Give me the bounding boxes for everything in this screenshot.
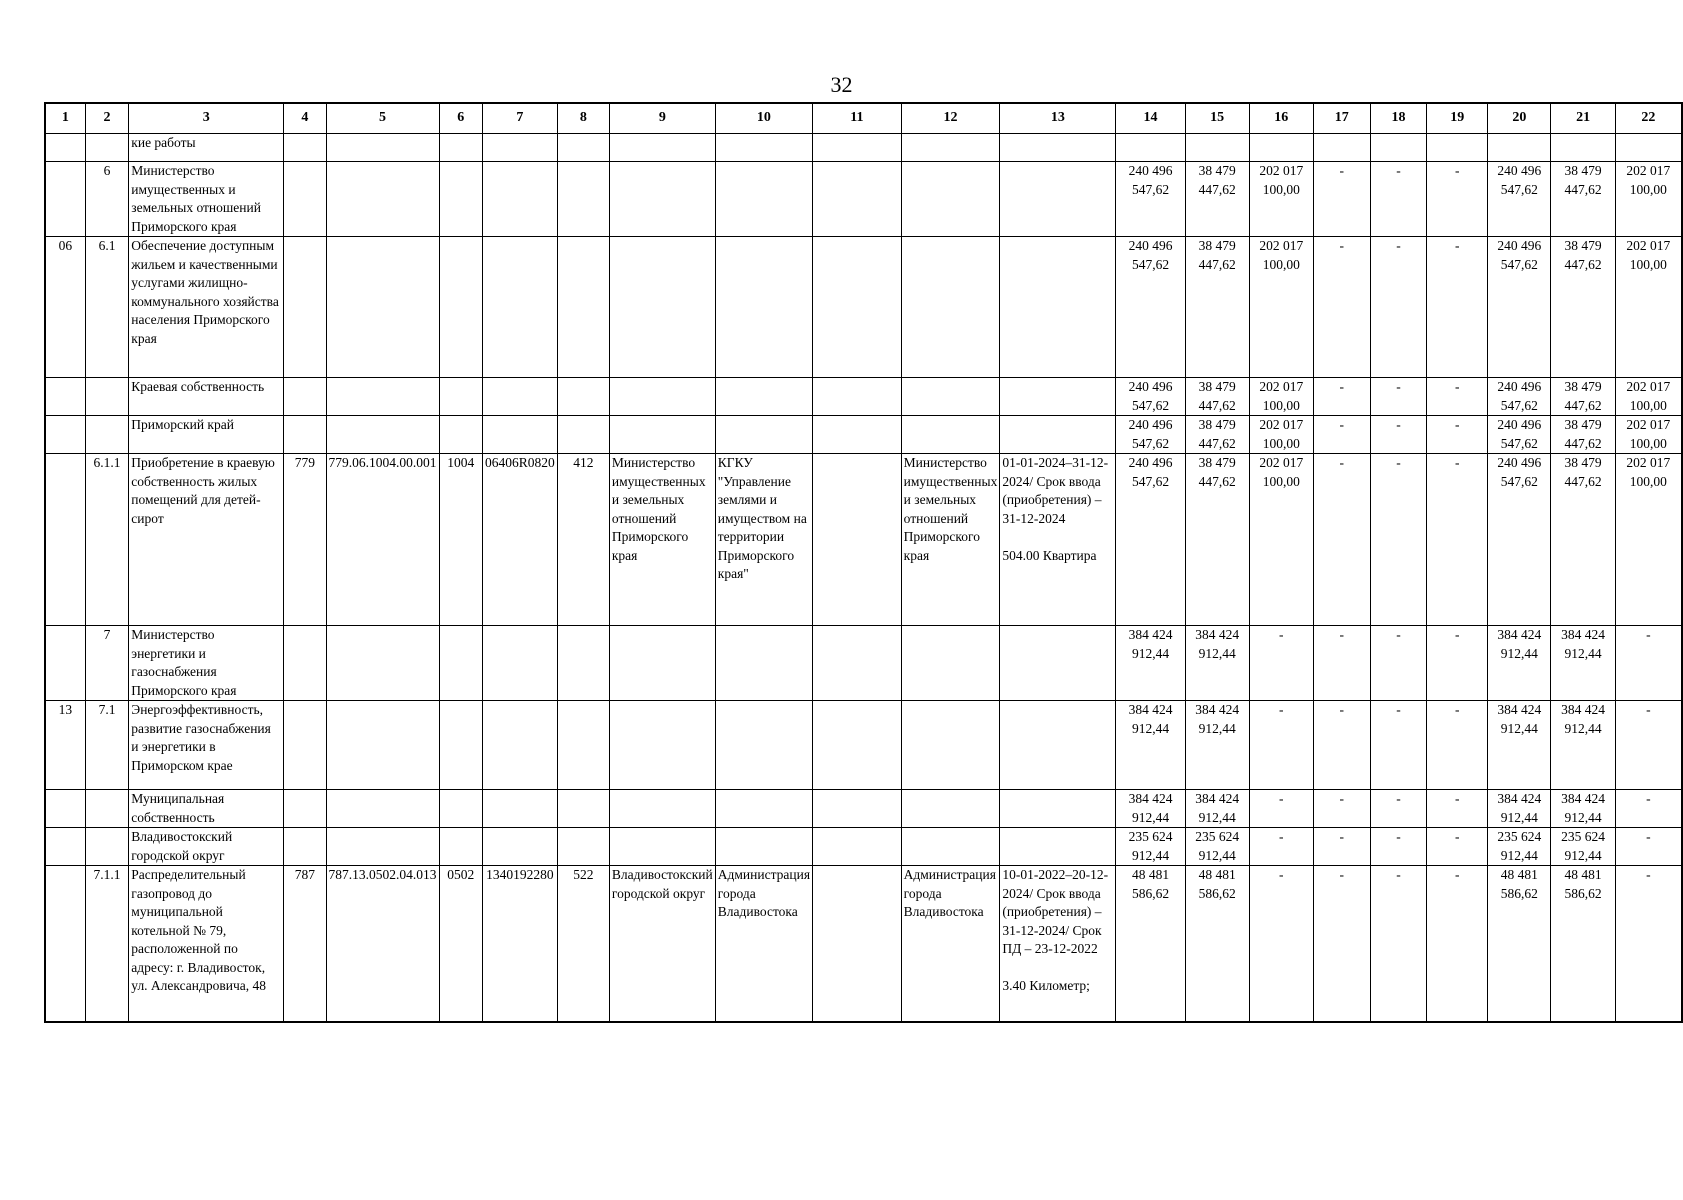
table-cell-col-3: Обеспечение доступным жильем и качественными услугами жилищно-коммунального хозяйства населения Приморского края [129, 237, 284, 378]
table-cell-col-1 [45, 866, 85, 1022]
table-cell-col-16: - [1249, 701, 1313, 790]
table-cell-col-20 [1488, 134, 1551, 162]
table-cell-col-20: 240 496 547,62 [1488, 237, 1551, 378]
column-header-20: 20 [1488, 103, 1551, 134]
table-cell-col-15: 38 479 447,62 [1185, 454, 1249, 626]
table-cell-col-13 [1000, 626, 1116, 701]
table-cell-col-2 [85, 134, 128, 162]
table-cell-col-8: 412 [557, 454, 609, 626]
table-row [45, 162, 1682, 237]
table-cell-col-12 [901, 790, 1000, 828]
table-cell-col-10: Администрация города Владивостока [715, 866, 812, 1022]
table-cell-col-8 [557, 626, 609, 701]
table-cell-col-22 [1615, 134, 1682, 162]
column-header-18: 18 [1370, 103, 1427, 134]
table-cell-col-8 [557, 162, 609, 237]
table-cell-col-2 [85, 378, 128, 416]
table-cell-col-14: 240 496 547,62 [1116, 416, 1185, 454]
table-cell-col-21: 48 481 586,62 [1551, 866, 1615, 1022]
table-cell-col-7 [483, 701, 558, 790]
table-cell-col-7 [483, 162, 558, 237]
table-cell-col-21 [1551, 134, 1615, 162]
table-cell-col-9 [609, 162, 715, 237]
table-cell-col-12 [901, 134, 1000, 162]
column-header-1: 1 [45, 103, 85, 134]
table-cell-col-13 [1000, 162, 1116, 237]
table-cell-col-15: 48 481 586,62 [1185, 866, 1249, 1022]
table-cell-col-19: - [1427, 701, 1488, 790]
table-cell-col-11 [813, 866, 902, 1022]
table-cell-col-6 [439, 237, 482, 378]
data-table [44, 102, 1683, 1023]
table-cell-col-21: 38 479 447,62 [1551, 454, 1615, 626]
table-cell-col-19: - [1427, 454, 1488, 626]
table-cell-col-17: - [1313, 162, 1370, 237]
table-cell-col-10 [715, 626, 812, 701]
table-cell-col-13: 10-01-2022–20-12-2024/ Срок ввода (приобретения) – 31-12-2024/ Срок ПД – 23-12-2022 3.40 Километр; [1000, 866, 1116, 1022]
table-cell-col-18: - [1370, 626, 1427, 701]
table-cell-col-13 [1000, 416, 1116, 454]
column-header-14: 14 [1116, 103, 1185, 134]
table-cell-col-16 [1249, 134, 1313, 162]
table-cell-col-1 [45, 828, 85, 866]
table-cell-col-14 [1116, 134, 1185, 162]
column-header-3: 3 [129, 103, 284, 134]
table-cell-col-20: 240 496 547,62 [1488, 162, 1551, 237]
table-cell-col-8 [557, 828, 609, 866]
table-cell-col-11 [813, 626, 902, 701]
table-cell-col-13 [1000, 378, 1116, 416]
table-row [45, 237, 1682, 378]
table-cell-col-20: 384 424 912,44 [1488, 626, 1551, 701]
table-cell-col-12 [901, 416, 1000, 454]
table-cell-col-4: 779 [284, 454, 326, 626]
table-cell-col-15: 384 424 912,44 [1185, 790, 1249, 828]
table-cell-col-21: 38 479 447,62 [1551, 237, 1615, 378]
table-cell-col-18 [1370, 134, 1427, 162]
table-cell-col-2: 7.1 [85, 701, 128, 790]
table-cell-col-5 [326, 162, 439, 237]
table-cell-col-2: 7 [85, 626, 128, 701]
column-header-13: 13 [1000, 103, 1116, 134]
table-cell-col-19: - [1427, 866, 1488, 1022]
table-cell-col-4 [284, 626, 326, 701]
table-cell-col-22: - [1615, 866, 1682, 1022]
column-header-8: 8 [557, 103, 609, 134]
table-cell-col-9 [609, 626, 715, 701]
table-cell-col-9: Министерство имущественных и земельных отношений Приморского края [609, 454, 715, 626]
table-cell-col-13 [1000, 828, 1116, 866]
table-cell-col-9 [609, 701, 715, 790]
table-cell-col-17: - [1313, 237, 1370, 378]
table-cell-col-10 [715, 416, 812, 454]
table-cell-col-1 [45, 790, 85, 828]
table-cell-col-8 [557, 790, 609, 828]
table-cell-col-2 [85, 790, 128, 828]
table-cell-col-4 [284, 828, 326, 866]
table-cell-col-14: 384 424 912,44 [1116, 790, 1185, 828]
table-cell-col-18: - [1370, 866, 1427, 1022]
table-cell-col-13 [1000, 134, 1116, 162]
table-cell-col-13 [1000, 790, 1116, 828]
table-cell-col-7: 1340192280 [483, 866, 558, 1022]
table-cell-col-7 [483, 378, 558, 416]
table-cell-col-18: - [1370, 162, 1427, 237]
table-cell-col-21: 38 479 447,62 [1551, 378, 1615, 416]
table-cell-col-10 [715, 162, 812, 237]
table-cell-col-16: - [1249, 626, 1313, 701]
table-cell-col-12 [901, 828, 1000, 866]
table-cell-col-8 [557, 237, 609, 378]
table-cell-col-3: Владивостокский городской округ [129, 828, 284, 866]
table-cell-col-3: Энергоэффективность, развитие газоснабжения и энергетики в Приморском крае [129, 701, 284, 790]
table-cell-col-5 [326, 134, 439, 162]
table-cell-col-3: Приобретение в краевую собственность жилых помещений для детей-сирот [129, 454, 284, 626]
table-cell-col-4: 787 [284, 866, 326, 1022]
table-cell-col-10 [715, 378, 812, 416]
table-cell-col-4 [284, 378, 326, 416]
table-cell-col-1 [45, 416, 85, 454]
table-cell-col-8 [557, 701, 609, 790]
table-cell-col-1 [45, 134, 85, 162]
table-cell-col-20: 235 624 912,44 [1488, 828, 1551, 866]
table-cell-col-6: 0502 [439, 866, 482, 1022]
table-cell-col-9 [609, 134, 715, 162]
table-cell-col-9: Владивостокский городской округ [609, 866, 715, 1022]
column-header-12: 12 [901, 103, 1000, 134]
table-cell-col-16: - [1249, 828, 1313, 866]
table-cell-col-6 [439, 701, 482, 790]
table-cell-col-18: - [1370, 378, 1427, 416]
table-cell-col-22: - [1615, 701, 1682, 790]
table-cell-col-10 [715, 134, 812, 162]
table-cell-col-5 [326, 416, 439, 454]
table-cell-col-17: - [1313, 454, 1370, 626]
table-cell-col-15: 38 479 447,62 [1185, 416, 1249, 454]
table-cell-col-12: Администрация города Владивостока [901, 866, 1000, 1022]
table-cell-col-21: 384 424 912,44 [1551, 790, 1615, 828]
table-cell-col-18: - [1370, 454, 1427, 626]
table-cell-col-20: 384 424 912,44 [1488, 790, 1551, 828]
table-row [45, 701, 1682, 790]
column-header-7: 7 [483, 103, 558, 134]
table-cell-col-13: 01-01-2024–31-12-2024/ Срок ввода (приобретения) – 31-12-2024 504.00 Квартира [1000, 454, 1116, 626]
table-cell-col-9 [609, 828, 715, 866]
table-cell-col-14: 48 481 586,62 [1116, 866, 1185, 1022]
table-cell-col-5 [326, 237, 439, 378]
table-cell-col-8 [557, 134, 609, 162]
column-header-15: 15 [1185, 103, 1249, 134]
table-cell-col-2: 7.1.1 [85, 866, 128, 1022]
table-cell-col-14: 235 624 912,44 [1116, 828, 1185, 866]
table-cell-col-19: - [1427, 378, 1488, 416]
table-cell-col-5: 787.13.0502.04.013 [326, 866, 439, 1022]
table-cell-col-14: 384 424 912,44 [1116, 626, 1185, 701]
table-cell-col-9 [609, 790, 715, 828]
table-cell-col-15: 384 424 912,44 [1185, 701, 1249, 790]
table-cell-col-12 [901, 626, 1000, 701]
table-cell-col-4 [284, 162, 326, 237]
table-cell-col-4 [284, 416, 326, 454]
table-cell-col-12 [901, 378, 1000, 416]
table-cell-col-1 [45, 162, 85, 237]
table-cell-col-14: 240 496 547,62 [1116, 162, 1185, 237]
table-cell-col-8 [557, 378, 609, 416]
table-cell-col-7 [483, 626, 558, 701]
table-cell-col-11 [813, 701, 902, 790]
table-cell-col-4 [284, 237, 326, 378]
table-cell-col-22: 202 017 100,00 [1615, 378, 1682, 416]
table-cell-col-17: - [1313, 828, 1370, 866]
table-cell-col-11 [813, 454, 902, 626]
table-row [45, 866, 1682, 1022]
table-cell-col-8: 522 [557, 866, 609, 1022]
table-cell-col-3: Муниципальная собственность [129, 790, 284, 828]
table-cell-col-7 [483, 790, 558, 828]
table-cell-col-20: 240 496 547,62 [1488, 378, 1551, 416]
table-cell-col-11 [813, 416, 902, 454]
column-header-17: 17 [1313, 103, 1370, 134]
table-cell-col-22: - [1615, 626, 1682, 701]
table-row [45, 828, 1682, 866]
table-cell-col-11 [813, 134, 902, 162]
table-cell-col-2 [85, 416, 128, 454]
table-cell-col-20: 240 496 547,62 [1488, 454, 1551, 626]
column-header-11: 11 [813, 103, 902, 134]
table-cell-col-21: 38 479 447,62 [1551, 162, 1615, 237]
table-cell-col-2: 6.1 [85, 237, 128, 378]
table-cell-col-17: - [1313, 378, 1370, 416]
table-cell-col-15: 38 479 447,62 [1185, 237, 1249, 378]
table-cell-col-3: кие работы [129, 134, 284, 162]
table-cell-col-3: Министерство энергетики и газоснабжения Приморского края [129, 626, 284, 701]
table-cell-col-16: 202 017 100,00 [1249, 454, 1313, 626]
table-row [45, 416, 1682, 454]
table-cell-col-17: - [1313, 790, 1370, 828]
table-cell-col-9 [609, 237, 715, 378]
table-cell-col-17: - [1313, 866, 1370, 1022]
table-cell-col-22: - [1615, 828, 1682, 866]
table-cell-col-5: 779.06.1004.00.001 [326, 454, 439, 626]
table-cell-col-10 [715, 790, 812, 828]
table-cell-col-14: 384 424 912,44 [1116, 701, 1185, 790]
table-cell-col-3: Распределительный газопровод до муниципальной котельной № 79, расположенной по адресу: г. Владивосток, ул. Александровича, 48 [129, 866, 284, 1022]
table-cell-col-5 [326, 378, 439, 416]
table-cell-col-21: 235 624 912,44 [1551, 828, 1615, 866]
table-cell-col-1: 13 [45, 701, 85, 790]
table-cell-col-18: - [1370, 237, 1427, 378]
table-cell-col-7 [483, 134, 558, 162]
table-cell-col-2: 6 [85, 162, 128, 237]
column-header-19: 19 [1427, 103, 1488, 134]
column-header-2: 2 [85, 103, 128, 134]
table-cell-col-15 [1185, 134, 1249, 162]
table-row [45, 790, 1682, 828]
table-cell-col-9 [609, 416, 715, 454]
table-cell-col-18: - [1370, 790, 1427, 828]
column-header-5: 5 [326, 103, 439, 134]
table-cell-col-21: 384 424 912,44 [1551, 626, 1615, 701]
table-cell-col-17: - [1313, 701, 1370, 790]
table-cell-col-7 [483, 237, 558, 378]
table-cell-col-6 [439, 416, 482, 454]
table-cell-col-11 [813, 790, 902, 828]
table-cell-col-1 [45, 378, 85, 416]
table-cell-col-11 [813, 162, 902, 237]
table-cell-col-17: - [1313, 626, 1370, 701]
table-cell-col-8 [557, 416, 609, 454]
table-cell-col-16: 202 017 100,00 [1249, 237, 1313, 378]
table-cell-col-21: 384 424 912,44 [1551, 701, 1615, 790]
table-cell-col-15: 38 479 447,62 [1185, 162, 1249, 237]
table-cell-col-5 [326, 790, 439, 828]
table-cell-col-6 [439, 134, 482, 162]
table-cell-col-19: - [1427, 162, 1488, 237]
table-cell-col-12 [901, 701, 1000, 790]
table-cell-col-14: 240 496 547,62 [1116, 237, 1185, 378]
table-cell-col-10 [715, 237, 812, 378]
table-row [45, 134, 1682, 162]
table-cell-col-19: - [1427, 416, 1488, 454]
table-cell-col-16: - [1249, 866, 1313, 1022]
table-cell-col-19: - [1427, 790, 1488, 828]
table-cell-col-10 [715, 701, 812, 790]
table-cell-col-11 [813, 237, 902, 378]
table-cell-col-13 [1000, 237, 1116, 378]
table-cell-col-7: 06406R0820 [483, 454, 558, 626]
column-header-21: 21 [1551, 103, 1615, 134]
table-cell-col-5 [326, 701, 439, 790]
table-cell-col-16: 202 017 100,00 [1249, 162, 1313, 237]
table-cell-col-7 [483, 416, 558, 454]
table-cell-col-5 [326, 828, 439, 866]
table-cell-col-6 [439, 378, 482, 416]
table-row [45, 378, 1682, 416]
table-cell-col-7 [483, 828, 558, 866]
table-cell-col-10 [715, 828, 812, 866]
column-header-10: 10 [715, 103, 812, 134]
table-cell-col-19: - [1427, 237, 1488, 378]
table-cell-col-6 [439, 626, 482, 701]
table-cell-col-1 [45, 454, 85, 626]
table-cell-col-14: 240 496 547,62 [1116, 454, 1185, 626]
table-cell-col-22: 202 017 100,00 [1615, 454, 1682, 626]
table-cell-col-1 [45, 626, 85, 701]
table-cell-col-18: - [1370, 416, 1427, 454]
page-number: 32 [830, 72, 853, 97]
table-cell-col-19: - [1427, 626, 1488, 701]
table-cell-col-3: Краевая собственность [129, 378, 284, 416]
table-cell-col-22: 202 017 100,00 [1615, 237, 1682, 378]
table-cell-col-17: - [1313, 416, 1370, 454]
table-cell-col-6 [439, 828, 482, 866]
table-cell-col-4 [284, 134, 326, 162]
table-row [45, 626, 1682, 701]
table-cell-col-14: 240 496 547,62 [1116, 378, 1185, 416]
table-cell-col-17 [1313, 134, 1370, 162]
table-cell-col-2: 6.1.1 [85, 454, 128, 626]
table-row [45, 454, 1682, 626]
table-cell-col-13 [1000, 701, 1116, 790]
table-cell-col-15: 38 479 447,62 [1185, 378, 1249, 416]
table-cell-col-6 [439, 162, 482, 237]
table-cell-col-3: Приморский край [129, 416, 284, 454]
table-cell-col-18: - [1370, 828, 1427, 866]
column-header-4: 4 [284, 103, 326, 134]
table-cell-col-2 [85, 828, 128, 866]
header-row [45, 103, 1682, 134]
table-cell-col-19 [1427, 134, 1488, 162]
table-cell-col-9 [609, 378, 715, 416]
column-header-16: 16 [1249, 103, 1313, 134]
table-cell-col-12 [901, 162, 1000, 237]
table-cell-col-11 [813, 828, 902, 866]
table-cell-col-10: КГКУ "Управление землями и имуществом на территории Приморского края" [715, 454, 812, 626]
table-cell-col-11 [813, 378, 902, 416]
column-header-6: 6 [439, 103, 482, 134]
table-cell-col-22: - [1615, 790, 1682, 828]
table-cell-col-16: - [1249, 790, 1313, 828]
table-body [45, 134, 1682, 1022]
table-cell-col-16: 202 017 100,00 [1249, 378, 1313, 416]
column-header-22: 22 [1615, 103, 1682, 134]
table-cell-col-20: 48 481 586,62 [1488, 866, 1551, 1022]
table-cell-col-18: - [1370, 701, 1427, 790]
table-cell-col-6 [439, 790, 482, 828]
table-cell-col-15: 384 424 912,44 [1185, 626, 1249, 701]
table-cell-col-22: 202 017 100,00 [1615, 162, 1682, 237]
table-cell-col-15: 235 624 912,44 [1185, 828, 1249, 866]
table-cell-col-16: 202 017 100,00 [1249, 416, 1313, 454]
table-cell-col-22: 202 017 100,00 [1615, 416, 1682, 454]
table-cell-col-4 [284, 701, 326, 790]
table-cell-col-21: 38 479 447,62 [1551, 416, 1615, 454]
table-cell-col-20: 240 496 547,62 [1488, 416, 1551, 454]
table-cell-col-19: - [1427, 828, 1488, 866]
table-cell-col-5 [326, 626, 439, 701]
table-cell-col-3: Министерство имущественных и земельных отношений Приморского края [129, 162, 284, 237]
table-cell-col-6: 1004 [439, 454, 482, 626]
table-cell-col-20: 384 424 912,44 [1488, 701, 1551, 790]
table-cell-col-1: 06 [45, 237, 85, 378]
table-cell-col-4 [284, 790, 326, 828]
table-cell-col-12: Министерство имущественных и земельных отношений Приморского края [901, 454, 1000, 626]
column-header-9: 9 [609, 103, 715, 134]
table-cell-col-12 [901, 237, 1000, 378]
